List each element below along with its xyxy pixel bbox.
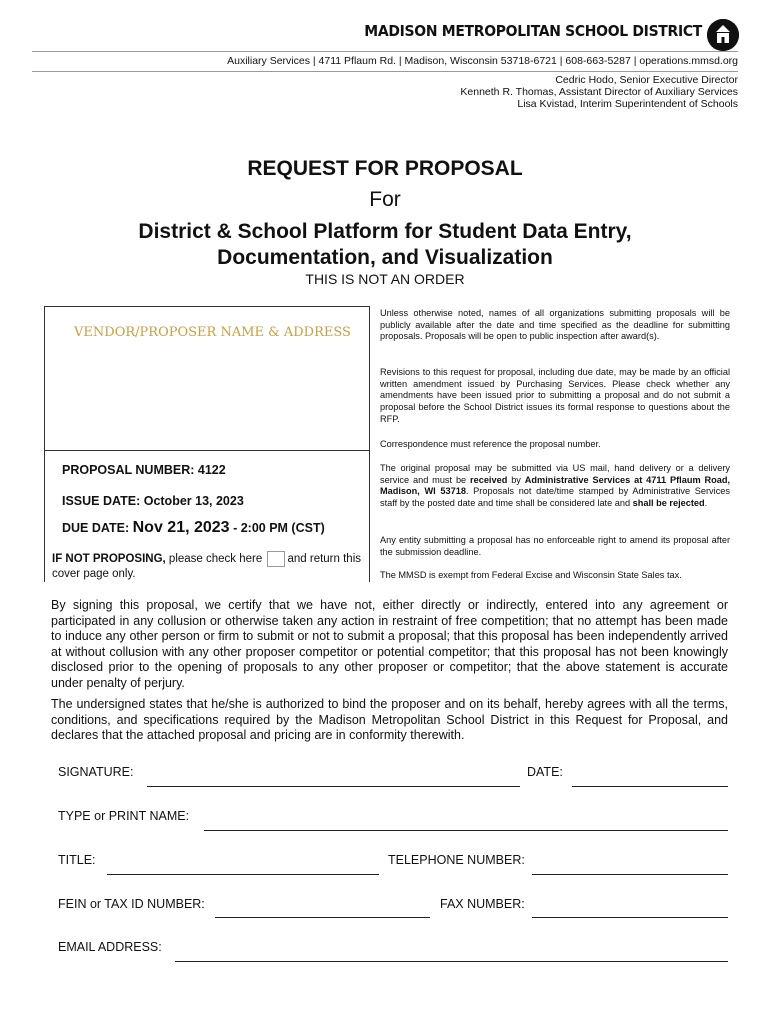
note-correspondence: Correspondence must reference the proposal number. [380, 439, 601, 449]
opt-out-note [52, 551, 362, 581]
print-name-field[interactable] [204, 830, 728, 831]
staff-line-2: Kenneth R. Thomas, Assistant Director of Auxiliary Services [460, 86, 738, 98]
note-tax-exempt: The MMSD is exempt from Federal Excise and Wisconsin State Sales tax. [380, 570, 682, 580]
doc-title: REQUEST FOR PROPOSAL [247, 157, 523, 180]
title-field[interactable] [107, 874, 379, 875]
vendor-box-label: VENDOR/PROPOSER NAME & ADDRESS [74, 325, 351, 340]
opt-out-text: please check here [165, 553, 263, 566]
opt-out-bold: IF NOT PROPOSING, [52, 553, 166, 566]
signature-label: SIGNATURE: [58, 765, 134, 779]
opt-out-text-3: cover page only. [52, 568, 136, 580]
note-public-names: Unless otherwise noted, names of all organizations submitting proposals will be publicly available after the date and time specified as the deadline for submitting proposals. Proposals will be open to public inspection after award(s). [380, 308, 730, 342]
date-label: DATE: [527, 765, 563, 779]
signature-field[interactable] [147, 786, 520, 787]
header-rule-bottom [32, 71, 738, 72]
telephone-label: TELEPHONE NUMBER: [388, 853, 525, 867]
not-proposing-checkbox[interactable] [267, 551, 285, 567]
fein-field[interactable] [215, 917, 430, 918]
fax-field[interactable] [532, 917, 728, 918]
note-amend: Any entity submitting a proposal has no enforceable right to amend its proposal after the submission deadline. [380, 535, 730, 557]
authorization-paragraph: The undersigned states that he/she is authorized to bind the proposer and on its behalf, hereby agrees with all the terms, conditions, and specifications required by the Madison Metropolitan School District in this Request for Proposal, and declares that the attached proposal and pricing are in conformity therewith. [51, 697, 728, 742]
doc-subject-line-1: District & School Platform for Student Data Entry, [138, 220, 632, 243]
fein-label: FEIN or TAX ID NUMBER: [58, 897, 205, 911]
issue-date: ISSUE DATE: October 13, 2023 [62, 494, 244, 508]
proposal-number: PROPOSAL NUMBER: 4122 [62, 463, 226, 477]
print-name-label: TYPE or PRINT NAME: [58, 809, 190, 823]
title-label: TITLE: [58, 853, 96, 867]
doc-title-for: For [369, 188, 401, 211]
email-field[interactable] [175, 961, 728, 962]
telephone-field[interactable] [532, 874, 728, 875]
due-date-label: DUE DATE: [62, 521, 130, 535]
date-field[interactable] [572, 786, 728, 787]
email-label: EMAIL ADDRESS: [58, 940, 162, 954]
not-an-order: THIS IS NOT AN ORDER [305, 271, 465, 287]
staff-line-3: Lisa Kvistad, Interim Superintendent of Schools [517, 98, 738, 110]
district-logo-icon [707, 19, 739, 51]
district-name: MADISON METROPOLITAN SCHOOL DISTRICT [364, 22, 702, 40]
certification-paragraph: By signing this proposal, we certify that we have not, either directly or indirectly, entered into any agreement or participated in any collusion or otherwise taken any action in restraint of free competition; that no attempt has been made to induce any other person or firm to submit or not to submit a proposal; that this proposal has been independently arrived at without collusion with any other proposer competitor or potential competitor; that this proposal has not been knowingly disclosed prior to the opening of proposals to any other proposer or competitor; that the above statement is accurate under penalty of perjury. [51, 598, 728, 690]
due-date [62, 519, 325, 537]
staff-line-1: Cedric Hodo, Senior Executive Director [555, 74, 738, 86]
header-rule-top [32, 51, 738, 52]
note-submission: The original proposal may be submitted via US mail, hand delivery or a delivery service and must be received by Administrative Services at 4711 Pflaum Road, Madison, WI 53718. Proposals not date/time stamped by Administrative Services staff by the posted date and time shall be considered late and shall be rejected. [380, 463, 730, 509]
due-time-value: - 2:00 PM (CST) [233, 521, 325, 535]
note-revisions: Revisions to this request for proposal, including due date, may be made by an official written amendment issued by Purchasing Services. Please check whether any amendments have been issued prior to submitting a proposal and do not submit a proposal before the School District issues its formal response to questions about the RFP. [380, 367, 730, 424]
due-date-value: Nov 21, 2023 [132, 519, 230, 536]
opt-out-text-2: and return this [287, 553, 361, 566]
address-line: Auxiliary Services | 4711 Pflaum Rd. | Madison, Wisconsin 53718-6721 | 608-663-5287 | operations.mmsd.org [227, 55, 738, 67]
doc-subject-line-2: Documentation, and Visualization [217, 246, 553, 269]
fax-label: FAX NUMBER: [440, 897, 525, 911]
doc-subject [0, 219, 770, 271]
